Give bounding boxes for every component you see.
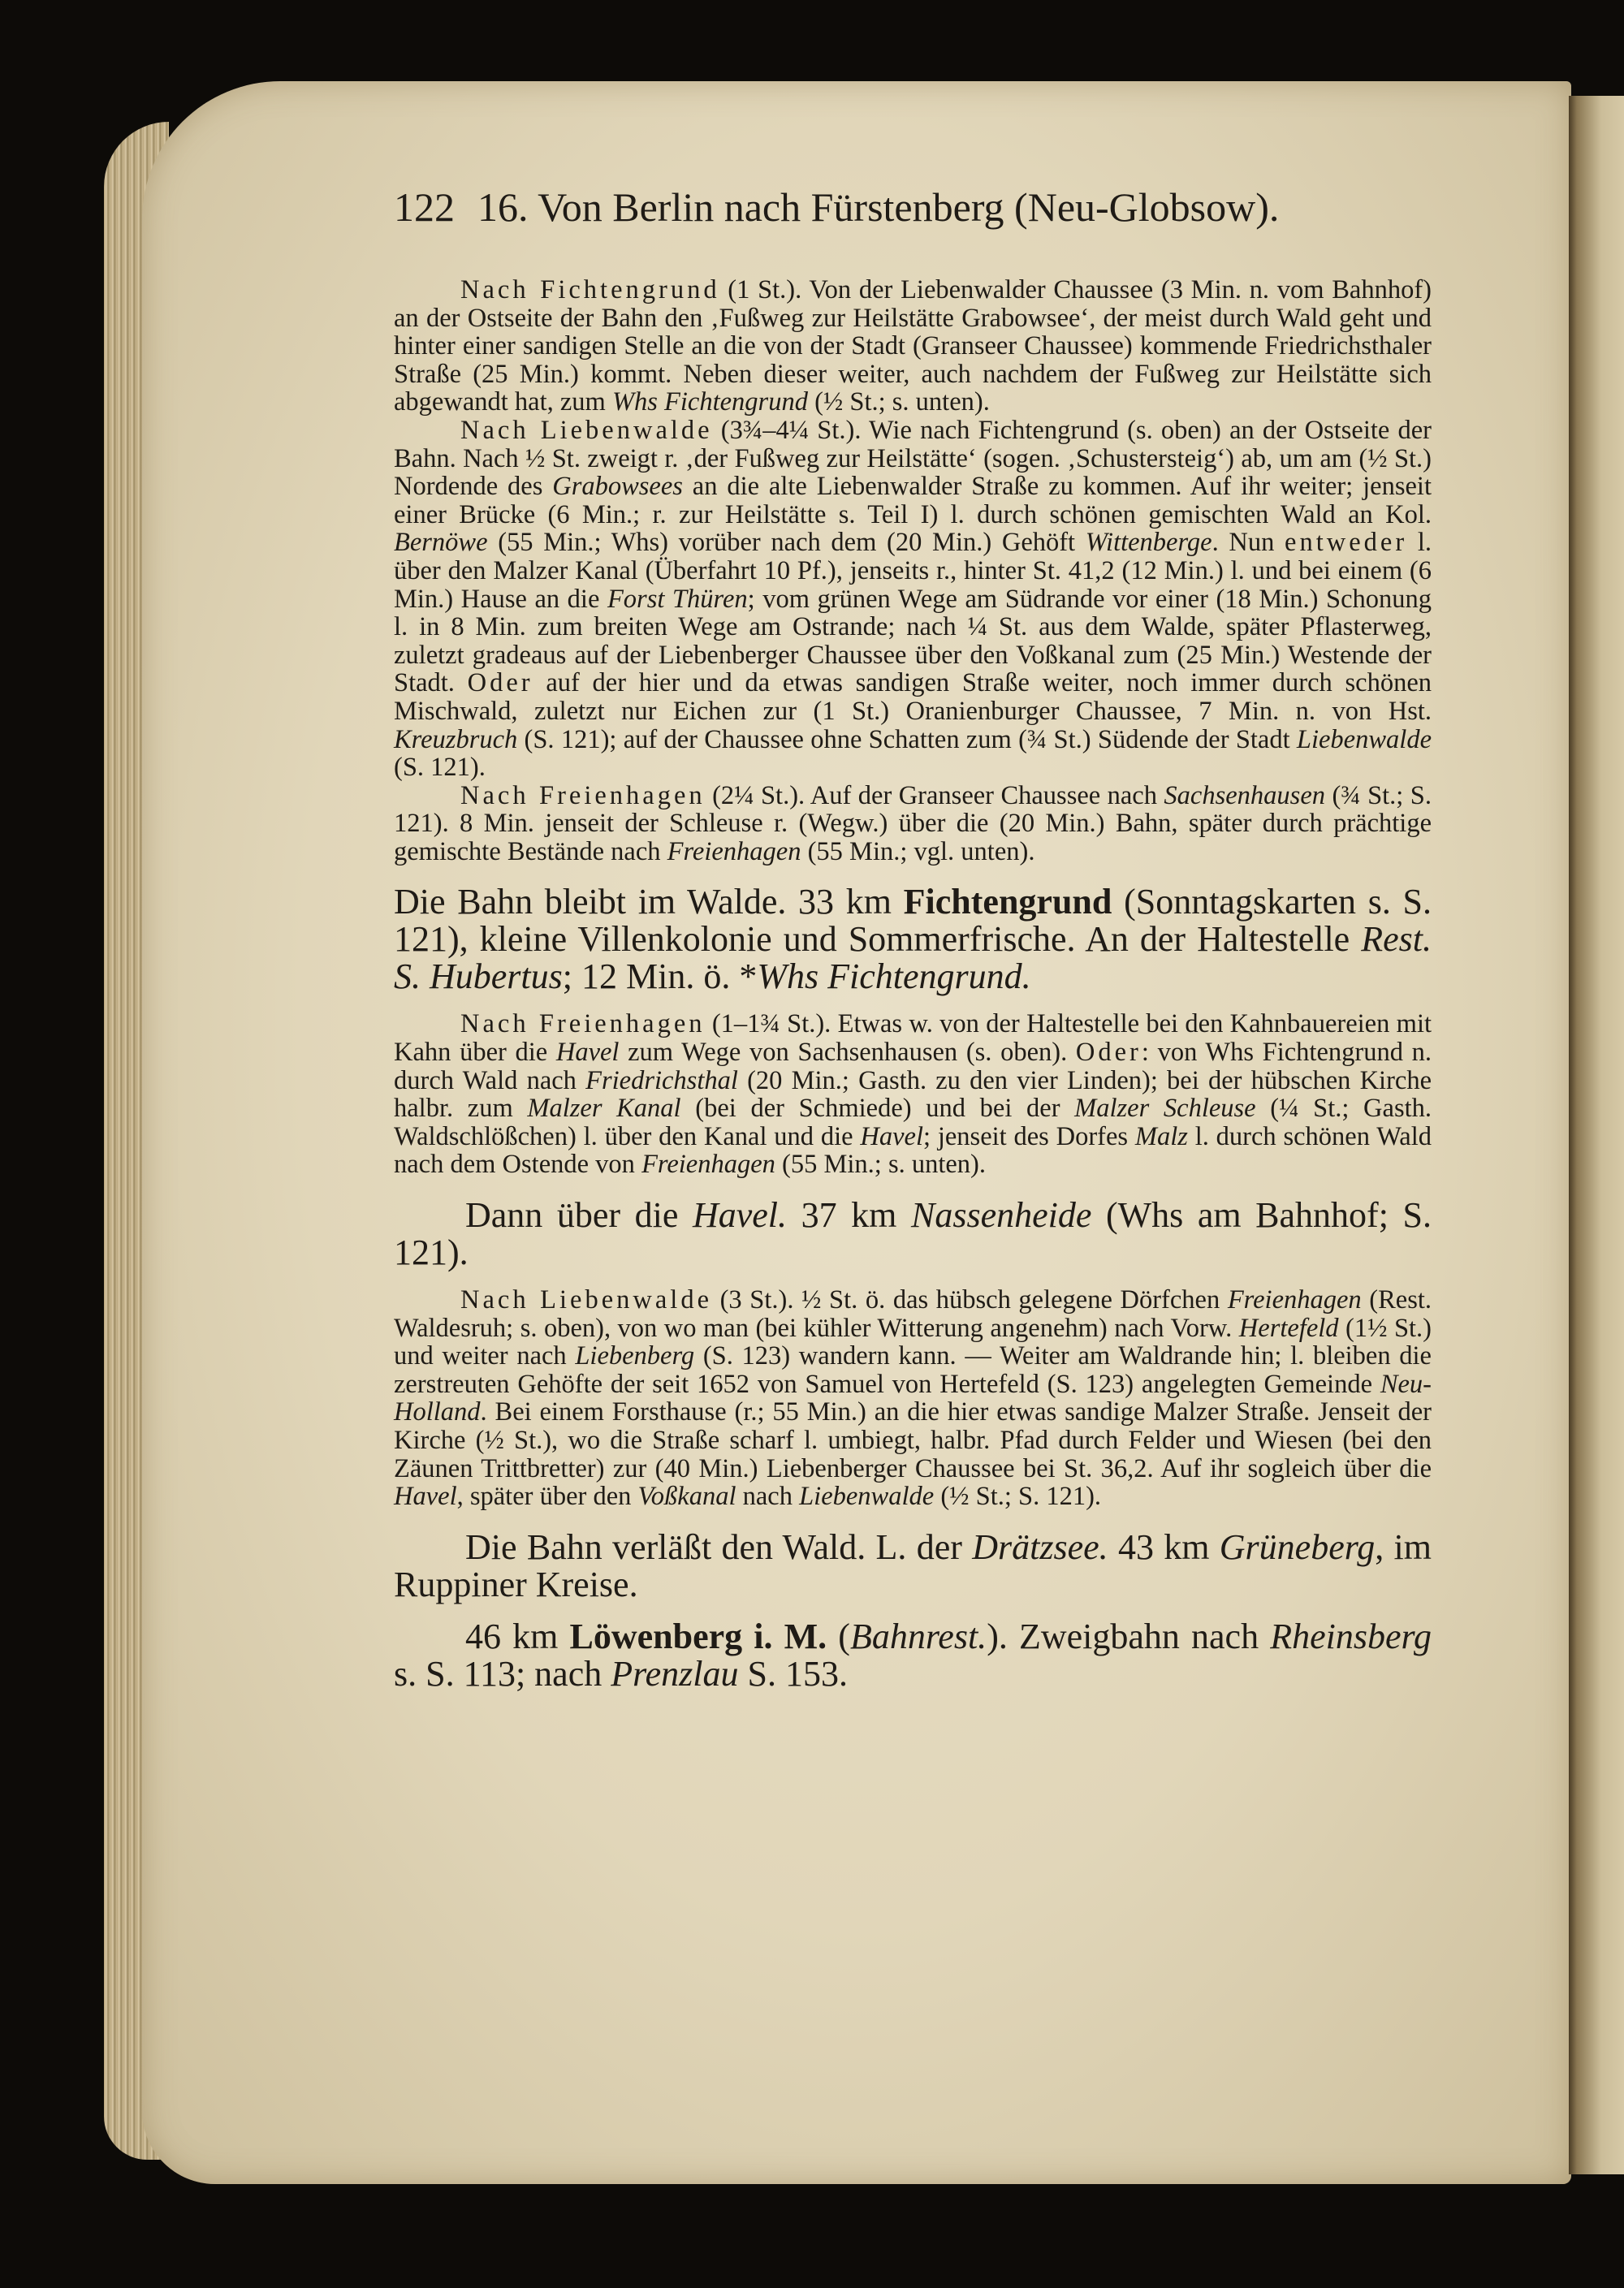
excursion-lead: Nach Liebenwalde <box>460 1285 713 1315</box>
route-loewenberg: 46 km Löwenberg i. M. (Bahnrest.). Zweigbahn nach Rheinsberg s. S. 113; nach Prenzlau S. 153. <box>394 1616 1432 1694</box>
route-fichtengrund: Die Bahn bleibt im Walde. 33 km Fichtengrund (Sonntagskarten s. S. 121), kleine Villenkolonie und Sommerfrische. An der Haltestelle Rest. S. Hubertus; 12 Min. ö. *Whs Fichtengrund. <box>394 882 1432 997</box>
excursion-lead: Nach Liebenwalde <box>460 415 713 445</box>
excursion-lead: Nach Freienhagen <box>460 780 706 810</box>
route-nassenheide: Dann über die Havel. 37 km Nassenheide (Whs am Bahnhof; S. 121). <box>394 1195 1432 1273</box>
excursion-lead: Nach Fichtengrund <box>460 275 720 304</box>
facing-page-edge <box>1569 96 1624 2174</box>
excursion-fichtengrund: Nach Fichtengrund (1 St.). Von der Liebenwalder Chaussee (3 Min. n. vom Bahnhof) an der Ostseite der Bahn den ‚Fußweg zur Heilstätte Grabowsee‘, der meist durch Wald geht und hinter einer sandigen Stelle an die von der Stadt (Granseer Chaussee) kommende Friedrichsthaler Straße (25 Min.) kommt. Neben dieser weiter, auch nachdem der Fußweg zur Heilstätte sich abgewandt hat, zum Whs Fichtengrund (½ St.; s. unten). <box>394 275 1432 417</box>
excursion-liebenwalde: Nach Liebenwalde (3¾–4¼ St.). Wie nach Fichtengrund (s. oben) an der Ostseite der Bahn. Nach ½ St. zweigt r. ‚der Fußweg zur Heilstätte‘ (sogen. ‚Schustersteig‘) ab, um am (½ St.) Nordende des Grabowsees an die alte Liebenwalder Straße zu kommen. Auf ihr weiter; jenseit einer Brücke (6 Min.; r. zur Heilstätte s. Teil I) l. durch schönen gemischten Wald an Kol. Bernöwe (55 Min.; Whs) vorüber nach dem (20 Min.) Gehöft Wittenberge. Nun entweder l. über den Malzer Kanal (Überfahrt 10 Pf.), jenseits r., hinter St. 41,2 (12 Min.) l. und bei einem (6 Min.) Hause an die Forst Thüren; vom grünen Wege am Südrande vor einer (18 Min.) Schonung l. in 8 Min. zum breiten Wege am Ostrande; nach ¼ St. aus dem Walde, später Pflasterweg, zuletzt gradeaus auf der Liebenberger Chaussee über den Voßkanal zum (25 Min.) Westende der Stadt. Oder auf der hier und da etwas sandigen Straße weiter, noch immer durch schönen Mischwald, zuletzt nur Eichen zur (1 St.) Oranienburger Chaussee, 7 Min. n. von Hst. Kreuzbruch (S. 121); auf der Chaussee ohne Schatten zum (¾ St.) Südende der Stadt Liebenwalde (S. 121). <box>394 415 1432 783</box>
excursion-liebenwalde-2: Nach Liebenwalde (3 St.). ½ St. ö. das hübsch gelegene Dörfchen Freienhagen (Rest. Waldesruh; s. oben), von wo man (bei kühler Witterung angenehm) nach Vorw. Hertefeld (1½ St.) und weiter nach Liebenberg (S. 123) wandern kann. — Weiter am Waldrande hin; l. bleiben die zerstreuten Gehöfte der seit 1652 von Samuel von Hertefeld (S. 123) angelegten Gemeinde Neu-Holland. Bei einem Forsthause (r.; 55 Min.) an die hier etwas sandige Malzer Straße. Jenseit der Kirche (½ St.), wo die Straße scharf l. umbiegt, halbr. Pfad durch Felder und Wiesen (bei den Zäunen Trittbretter) zur (40 Min.) Liebenberger Chaussee bei St. 36,2. Auf ihr sogleich über die Havel, später über den Voßkanal nach Liebenwalde (½ St.; S. 121). <box>394 1285 1432 1512</box>
route-grueneberg: Die Bahn verläßt den Wald. L. der Drätzsee. 43 km Grüneberg, im Ruppiner Kreise. <box>394 1526 1432 1604</box>
excursion-freienhagen-2: Nach Freienhagen (1–1¾ St.). Etwas w. von der Haltestelle bei den Kahnbauereien mit Kahn über die Havel zum Wege von Sachsenhausen (s. oben). Oder: von Whs Fichtengrund n. durch Wald nach Friedrichsthal (20 Min.; Gasth. zu den vier Linden); bei der hübschen Kirche halbr. zum Malzer Kanal (bei der Schmiede) und bei der Malzer Schleuse (¼ St.; Gasth. Waldschlößchen) l. über den Kanal und die Havel; jenseit des Dorfes Malz l. durch schönen Wald nach dem Ostende von Freienhagen (55 Min.; s. unten). <box>394 1009 1432 1180</box>
page-number: 122 <box>394 184 455 230</box>
running-header <box>394 179 1432 235</box>
page-content <box>394 179 1432 1707</box>
excursion-lead: Nach Freienhagen <box>460 1009 706 1039</box>
chapter-title: 16. Von Berlin nach Fürstenberg (Neu-Globsow). <box>477 184 1280 230</box>
excursion-freienhagen: Nach Freienhagen (2¼ St.). Auf der Granseer Chaussee nach Sachsenhausen (¾ St.; S. 121). 8 Min. jenseit der Schleuse r. (Wegw.) über die (20 Min.) Bahn, später durch prächtige gemischte Bestände nach Freienhagen (55 Min.; vgl. unten). <box>394 780 1432 866</box>
